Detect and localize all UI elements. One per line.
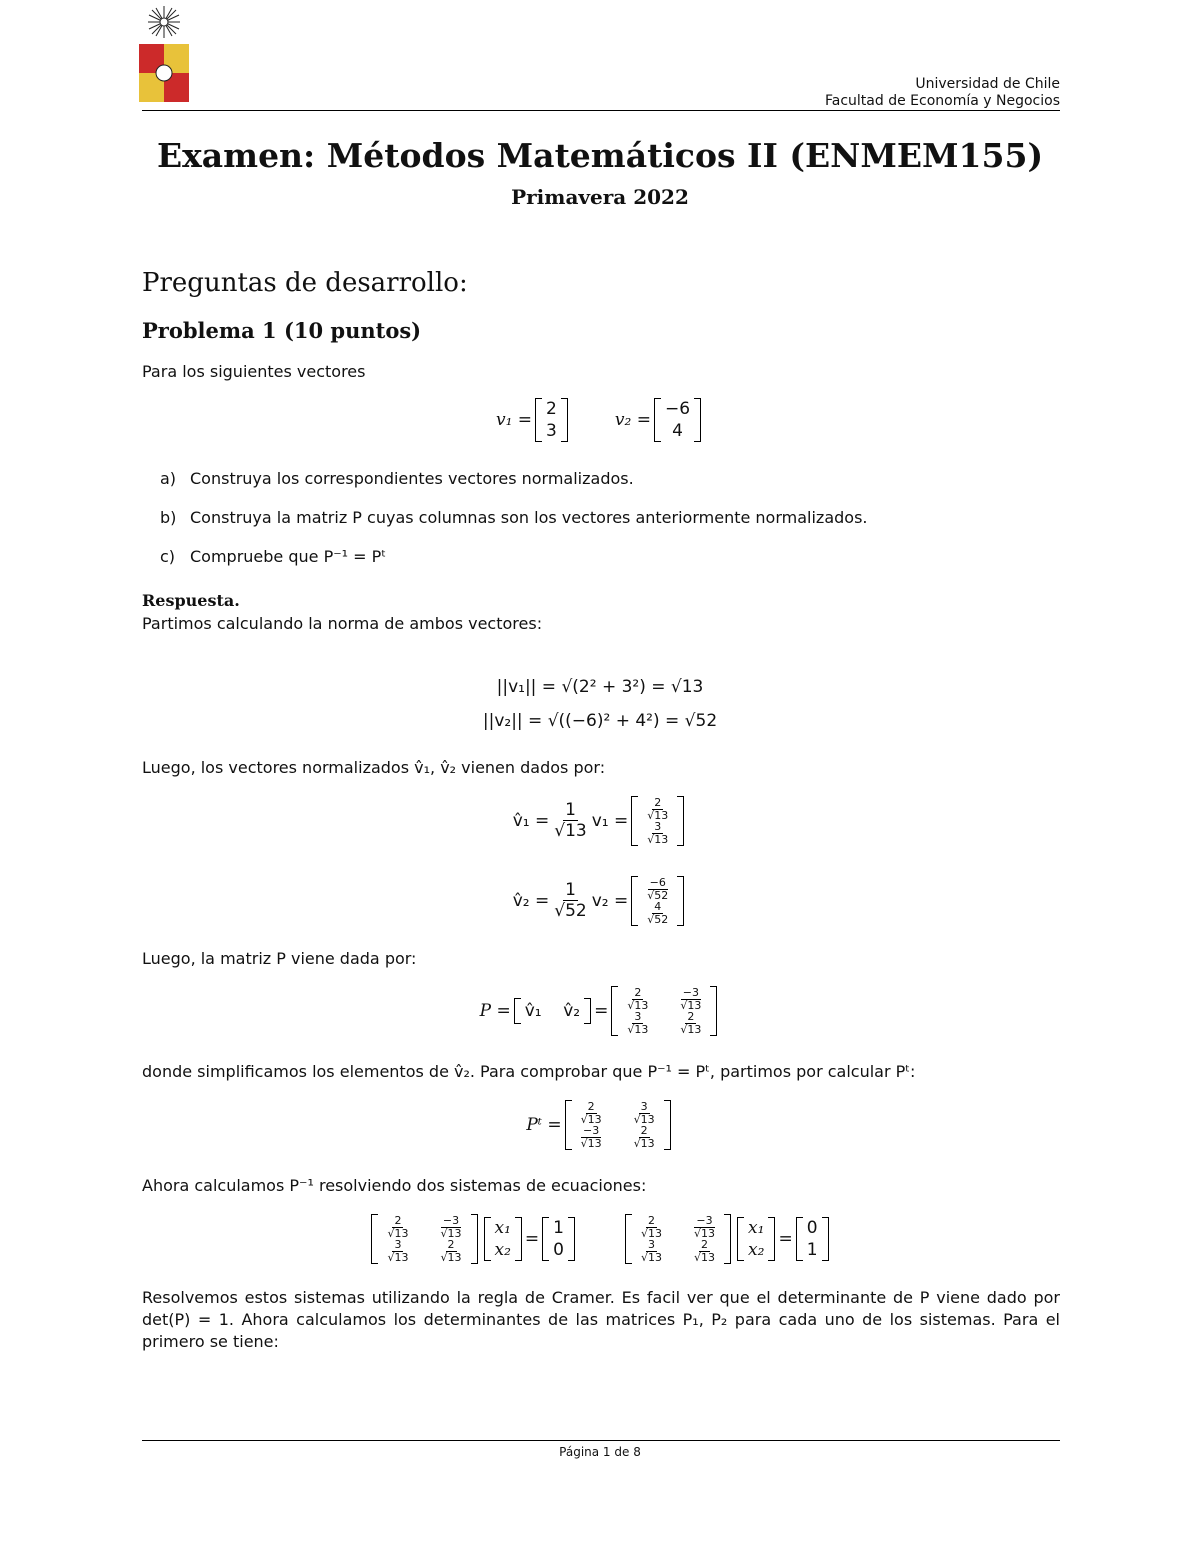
p-lhs: P = xyxy=(479,1001,511,1022)
norm-v2: ||v₂|| = √((−6)² + 4²) = √52 xyxy=(482,711,718,731)
page-number: Página 1 de 8 xyxy=(559,1445,641,1459)
exam-title: Examen: Métodos Matemáticos II (ENMEM155) xyxy=(156,136,1044,175)
vhat2-equation xyxy=(0,876,1200,926)
item-label: b) xyxy=(160,508,177,527)
list-item xyxy=(160,547,386,566)
item-text: Construya la matriz P cuyas columnas son los vectores anteriormente normalizados. xyxy=(190,508,868,527)
system2-unknowns: x₁ x₂ xyxy=(737,1217,775,1261)
header-rule xyxy=(142,110,1060,111)
item-text: Compruebe que P⁻¹ = Pᵗ xyxy=(190,547,387,566)
vhat1-vector: $\frac{2}{√13}$ $\frac{3}{√13}$ xyxy=(631,796,684,846)
list-item xyxy=(160,469,634,488)
vhat2-vector: $\frac{-6}{√52}$ $\frac{4}{√52}$ xyxy=(631,876,684,926)
paragraph-cramer: Resolvemos estos sistemas utilizando la regla de Cramer. Es facil ver que el determinante de P viene dado por det(P) = 1. Ahora calculamos los determinantes de las matrices P₁, P₂ para cada uno de los sistemas. Para el primero se tiene: xyxy=(142,1288,1060,1351)
fraction: $\frac{1}{√52}$ xyxy=(554,879,587,922)
vhat2-mid: v₂ = xyxy=(591,891,629,912)
system1-matrix: $\frac{2}{√13}$ $\frac{-3}{√13}$ $\frac{3}{√13}$ $\frac{2}{√13}$ xyxy=(371,1214,477,1264)
system1-unknowns: x₁ x₂ xyxy=(484,1217,522,1261)
vhat1-lhs: v̂₁ = xyxy=(512,811,550,832)
item-text: Construya los correspondientes vectores normalizados. xyxy=(190,469,634,488)
pt-lhs: Pᵗ = xyxy=(526,1115,562,1136)
vhat1-equation xyxy=(0,796,1200,846)
paragraph-transpose: donde simplificamos los elementos de v̂₂. Para comprobar que P⁻¹ = Pᵗ, partimos por calcular Pᵗ: xyxy=(142,1062,916,1081)
pt-matrix-equation xyxy=(0,1100,1200,1150)
answer-heading: Respuesta. xyxy=(142,591,240,610)
systems-equation: $\frac{2}{√13}$ $\frac{-3}{√13}$ $\frac{3}{√13}$ $\frac{2}{√13}$ x₁ x₂ = 1 0 $\frac{2}{√13}$ $\frac{-3}{√13}$ $\frac{3}{√13}$ $\frac{2}{√13}$ x₁ x₂ = 0 1 xyxy=(0,1214,1200,1264)
problem-title: Problema 1 (10 puntos) xyxy=(142,318,422,343)
fraction: $\frac{1}{√13}$ xyxy=(554,799,587,842)
norm-v2-equation xyxy=(0,711,1200,731)
header-university: Universidad de Chile xyxy=(915,76,1060,92)
system2-matrix: $\frac{2}{√13}$ $\frac{-3}{√13}$ $\frac{3}{√13}$ $\frac{2}{√13}$ xyxy=(625,1214,731,1264)
paragraph-normalized: Luego, los vectores normalizados v̂₁, v̂₂ vienen dados por: xyxy=(142,758,606,777)
section-title: Preguntas de desarrollo: xyxy=(142,268,468,298)
v2-entry: 4 xyxy=(672,421,683,441)
paragraph-matrix-p: Luego, la matriz P viene dada por: xyxy=(142,949,417,968)
intro-text: Para los siguientes vectores xyxy=(142,362,366,381)
v1-vector xyxy=(535,398,568,442)
v1-label: v₁ = xyxy=(495,410,533,430)
university-seal-logo xyxy=(136,4,192,104)
paragraph-inverse: Ahora calculamos P⁻¹ resolviendo dos sistemas de ecuaciones: xyxy=(142,1176,647,1195)
norm-v1-equation xyxy=(0,677,1200,697)
paragraph-norms: Partimos calculando la norma de ambos vectores: xyxy=(142,614,543,633)
p-columns: v̂₁ v̂₂ xyxy=(514,998,591,1024)
vectors-equation xyxy=(0,398,1200,442)
list-item xyxy=(160,508,867,527)
v1-entry: 2 xyxy=(546,399,557,419)
exam-subtitle: Primavera 2022 xyxy=(511,185,689,209)
v2-vector xyxy=(654,398,701,442)
norm-v1: ||v₁|| = √(2² + 3²) = √13 xyxy=(496,677,704,697)
item-label: a) xyxy=(160,469,177,488)
footer-rule xyxy=(142,1440,1060,1441)
item-label: c) xyxy=(160,547,176,566)
vhat2-lhs: v̂₂ = xyxy=(512,891,550,912)
system2-rhs: 0 1 xyxy=(796,1217,829,1261)
p-matrix-equation: P = v̂₁ v̂₂ = $\frac{2}{√13}$ $\frac{-3}{√13}$ $\frac{3}{√13}$ $\frac{2}{√13}$ xyxy=(0,986,1200,1036)
header-faculty: Facultad de Economía y Negocios xyxy=(825,93,1060,109)
header-affiliation xyxy=(825,76,1060,110)
system1-rhs: 1 0 xyxy=(542,1217,575,1261)
v1-entry: 3 xyxy=(546,421,557,441)
vhat1-mid: v₁ = xyxy=(591,811,629,832)
v2-entry: −6 xyxy=(664,399,691,419)
p-matrix: $\frac{2}{√13}$ $\frac{-3}{√13}$ $\frac{3}{√13}$ $\frac{2}{√13}$ xyxy=(611,986,717,1036)
pt-matrix: $\frac{2}{√13}$ $\frac{3}{√13}$ $\frac{-3}{√13}$ $\frac{2}{√13}$ xyxy=(565,1100,671,1150)
v2-label: v₂ = xyxy=(614,410,651,430)
